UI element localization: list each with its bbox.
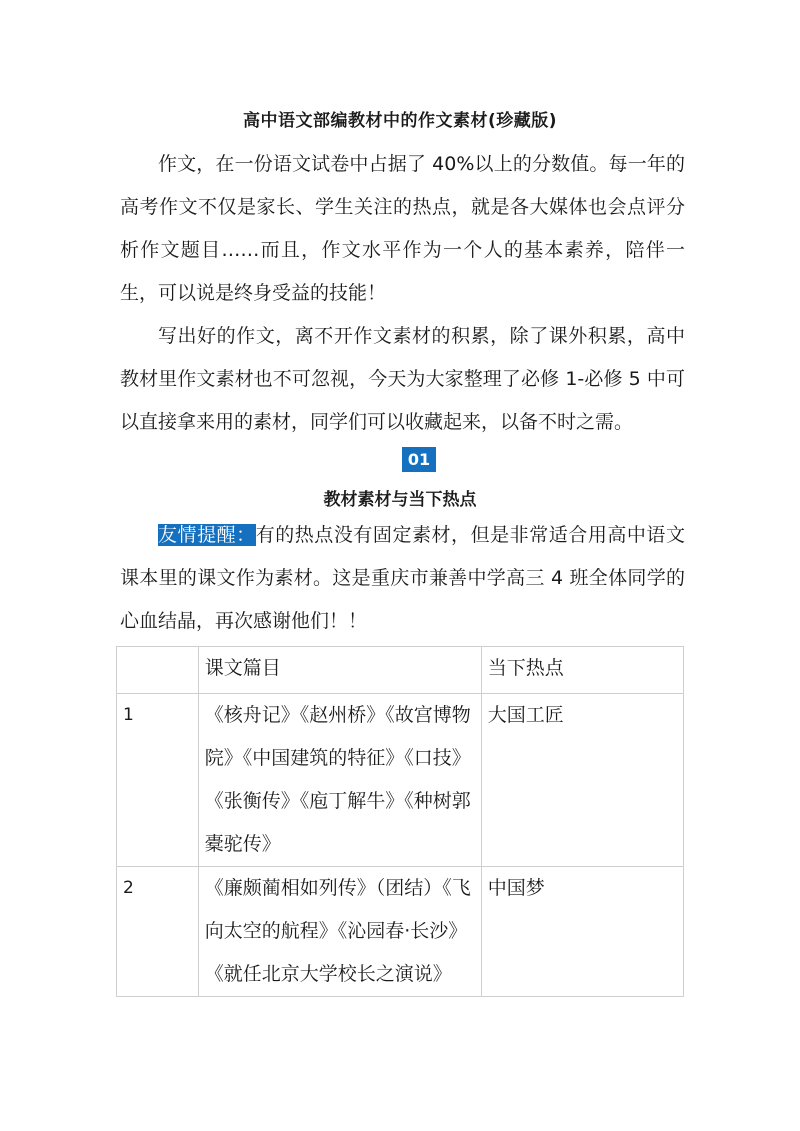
header-cell-lessons: 课文篇目 — [198, 647, 481, 694]
document-title: 高中语文部编教材中的作文素材(珍藏版) — [242, 111, 558, 131]
intro-paragraph-1: 作文，在一份语文试卷中占据了 40%以上的分数值。每一年的高考作文不仅是家长、学生关注的热点，就是各大媒体也会点评分析作文题目……而且，作文水平作为一个人的基本素养，陪伴一生，可以说是终身受益的技能！ — [120, 153, 685, 304]
row-lessons: 《廉颇蔺相如列传》（团结）《飞向太空的航程》《沁园春·长沙》《就任北京大学校长之演说》 — [198, 867, 481, 997]
row-number: 2 — [117, 867, 199, 997]
reminder-text: 有的热点没有固定素材，但是非常适合用高中语文课本里的课文作为素材。这是重庆市兼善中学高三 4 班全体同学的心血结晶，再次感谢他们！！ — [120, 524, 685, 632]
lessons-topics-table — [116, 646, 684, 997]
intro-paragraph-2: 写出好的作文，离不开作文素材的积累，除了课外积累，高中教材里作文素材也不可忽视，今天为大家整理了必修 1-必修 5 中可以直接拿来用的素材，同学们可以收藏起来，以备不时之需。 — [120, 325, 685, 433]
table-header-row — [117, 647, 684, 694]
section-title: 教材素材与当下热点 — [323, 490, 477, 510]
row-number: 1 — [117, 694, 199, 867]
header-cell-number — [117, 647, 199, 694]
row-topic: 中国梦 — [481, 867, 683, 997]
table-row — [117, 867, 684, 997]
table-row — [117, 694, 684, 867]
reminder-paragraph — [120, 514, 685, 643]
section-number-badge: 01 — [402, 447, 436, 472]
row-lessons: 《核舟记》《赵州桥》《故宫博物院》《中国建筑的特征》《口技》《张衡传》《庖丁解牛》《种树郭橐驼传》 — [198, 694, 481, 867]
header-cell-topic: 当下热点 — [481, 647, 683, 694]
row-topic: 大国工匠 — [481, 694, 683, 867]
reminder-label: 友情提醒： — [158, 524, 256, 546]
